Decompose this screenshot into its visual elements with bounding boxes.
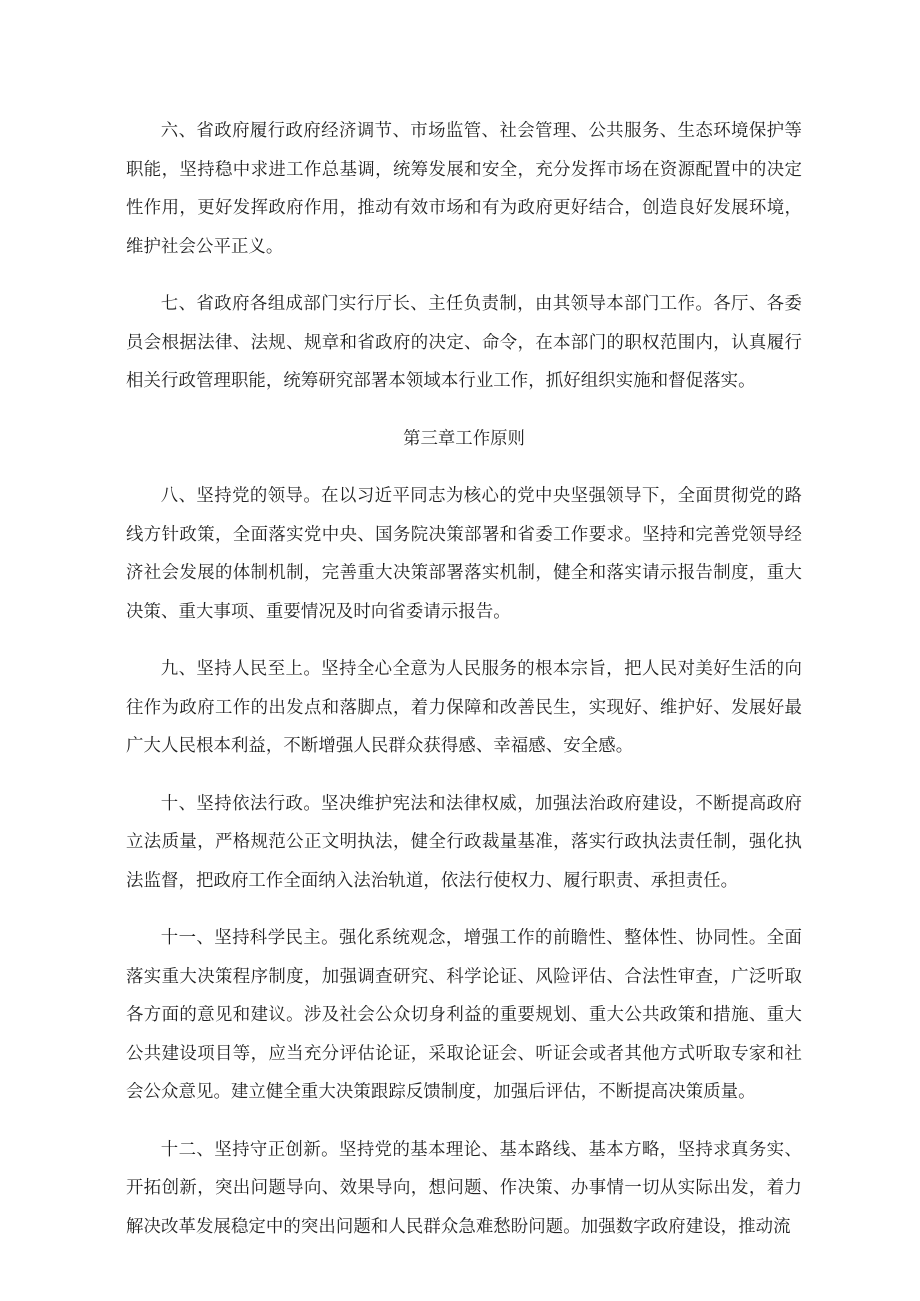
article-paragraph-10: 十、坚持依法行政。坚决维护宪法和法律权威，加强法治政府建设，不断提高政府立法质量，严格规范公正文明执法，健全行政裁量基准，落实行政执法责任制，强化执法监督，把政府工作全面纳入法治轨道，依法行使权力、履行职责、承担责任。 <box>126 793 802 891</box>
chapter-heading: 第三章工作原则 <box>403 428 525 449</box>
article-paragraph-11: 十一、坚持科学民主。强化系统观念，增强工作的前瞻性、整体性、协同性。全面落实重大决策程序制度，加强调查研究、科学论证、风险评估、合法性审查，广泛听取各方面的意见和建议。涉及社会公众切身利益的重要规划、重大公共政策和措施、重大公共建设项目等，应当充分评估论证，采取论证会、听证会或者其他方式听取专家和社会公众意见。建立健全重大决策跟踪反馈制度，加强后评估，不断提高决策质量。 <box>126 928 802 1102</box>
article-paragraph-7: 七、省政府各组成部门实行厅长、主任负责制，由其领导本部门工作。各厅、各委员会根据法律、法规、规章和省政府的决定、命令，在本部门的职权范围内，认真履行相关行政管理职能，统筹研究部署本领域本行业工作，抓好组织实施和督促落实。 <box>126 294 802 391</box>
article-paragraph-12: 十二、坚持守正创新。坚持党的基本理论、基本路线、基本方略，坚持求真务实、开拓创新，突出问题导向、效果导向，想问题、作决策、办事情一切从实际出发，着力解决改革发展稳定中的突出问题和人民群众急难愁盼问题。加强数字政府建设，推动流 <box>126 1139 802 1237</box>
article-paragraph-9: 九、坚持人民至上。坚持全心全意为人民服务的根本宗旨，把人民对美好生活的向往作为政府工作的出发点和落脚点，着力保障和改善民生，实现好、维护好、发展好最广大人民根本利益，不断增强人民群众获得感、幸福感、安全感。 <box>126 659 802 756</box>
document-body <box>126 112 802 1265</box>
article-paragraph-6: 六、省政府履行政府经济调节、市场监管、社会管理、公共服务、生态环境保护等职能，坚持稳中求进工作总基调，统筹发展和安全，充分发挥市场在资源配置中的决定性作用，更好发挥政府作用，推动有效市场和有为政府更好结合，创造良好发展环境，维护社会公平正义。 <box>126 121 802 257</box>
article-paragraph-8: 八、坚持党的领导。在以习近平同志为核心的党中央坚强领导下，全面贯彻党的路线方针政策，全面落实党中央、国务院决策部署和省委工作要求。坚持和完善党领导经济社会发展的体制机制，完善重大决策部署落实机制，健全和落实请示报告制度，重大决策、重大事项、重要情况及时向省委请示报告。 <box>126 486 802 622</box>
